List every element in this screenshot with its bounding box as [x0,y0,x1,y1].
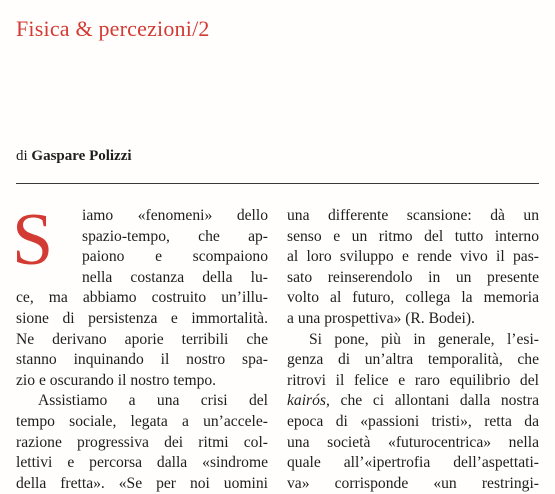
text-line: della fretta». «Se per noi uomini [16,474,268,492]
text-line: senso e un ritmo del tutto interno [287,227,539,245]
text-line: quale all’«ipertrofia dell’aspettati- [287,454,539,472]
article-column-1 [16,206,268,494]
text-line: Ne derivano aporie terribili che [16,330,268,348]
divider [16,183,539,184]
text-line: sato reinserendolo in un presente [287,268,539,286]
text-line: paiono e scompaiono [82,248,268,266]
text-line: razione progressiva dei ritmi col- [16,433,268,451]
text-line: a una prospettiva» (R. Bodei). [287,309,475,327]
drop-cap: S [12,199,54,281]
text-line: iamo «fenomeni» dello [82,207,268,224]
text-line: stanno inquinando il nostro spa- [16,351,268,369]
text-line: zio e oscurando il nostro tempo. [16,371,217,389]
author-name: Gaspare Polizzi [31,148,132,164]
text-line: genza di un’altra temporalità, che [287,351,539,369]
text-line: ce, ma abbiamo costruito un’illu- [16,289,268,307]
text-line: spazio-tempo, che ap- [82,227,268,245]
text-line: va» corrisponde «un restringi- [287,474,539,492]
text-line: tempo sociale, legata a un’accele- [16,412,268,430]
text-line: Si pone, più in generale, l’esi- [309,330,539,348]
italic-term: kairós [287,392,326,410]
text-line: epoca di «passioni tristi», retta da [287,412,539,430]
text-line: al loro sviluppo e rende vivo il pas- [287,248,539,266]
text-line: Assistiamo a una crisi del [38,392,268,410]
text-line: sione di persistenza e immortalità. [16,309,268,327]
text-line-kairos: kairós, che ci allontani dalla nostra [287,392,539,410]
text-line: nella costanza della lu- [82,268,268,286]
byline-prefix: di [16,148,28,164]
byline [16,148,132,165]
text-line: una società «futurocentrica» nella [287,433,539,451]
text-line: una differente scansione: dà un [287,207,539,224]
text-line: volto al futuro, collega la memoria [287,289,539,307]
article-column-2 [287,206,539,494]
section-kicker: Fisica & percezioni/2 [16,16,210,41]
text-line: ritrovi il felice e raro equilibrio del [287,371,539,389]
text-line: lettivi e percorsa dalla «sindrome [16,454,268,472]
